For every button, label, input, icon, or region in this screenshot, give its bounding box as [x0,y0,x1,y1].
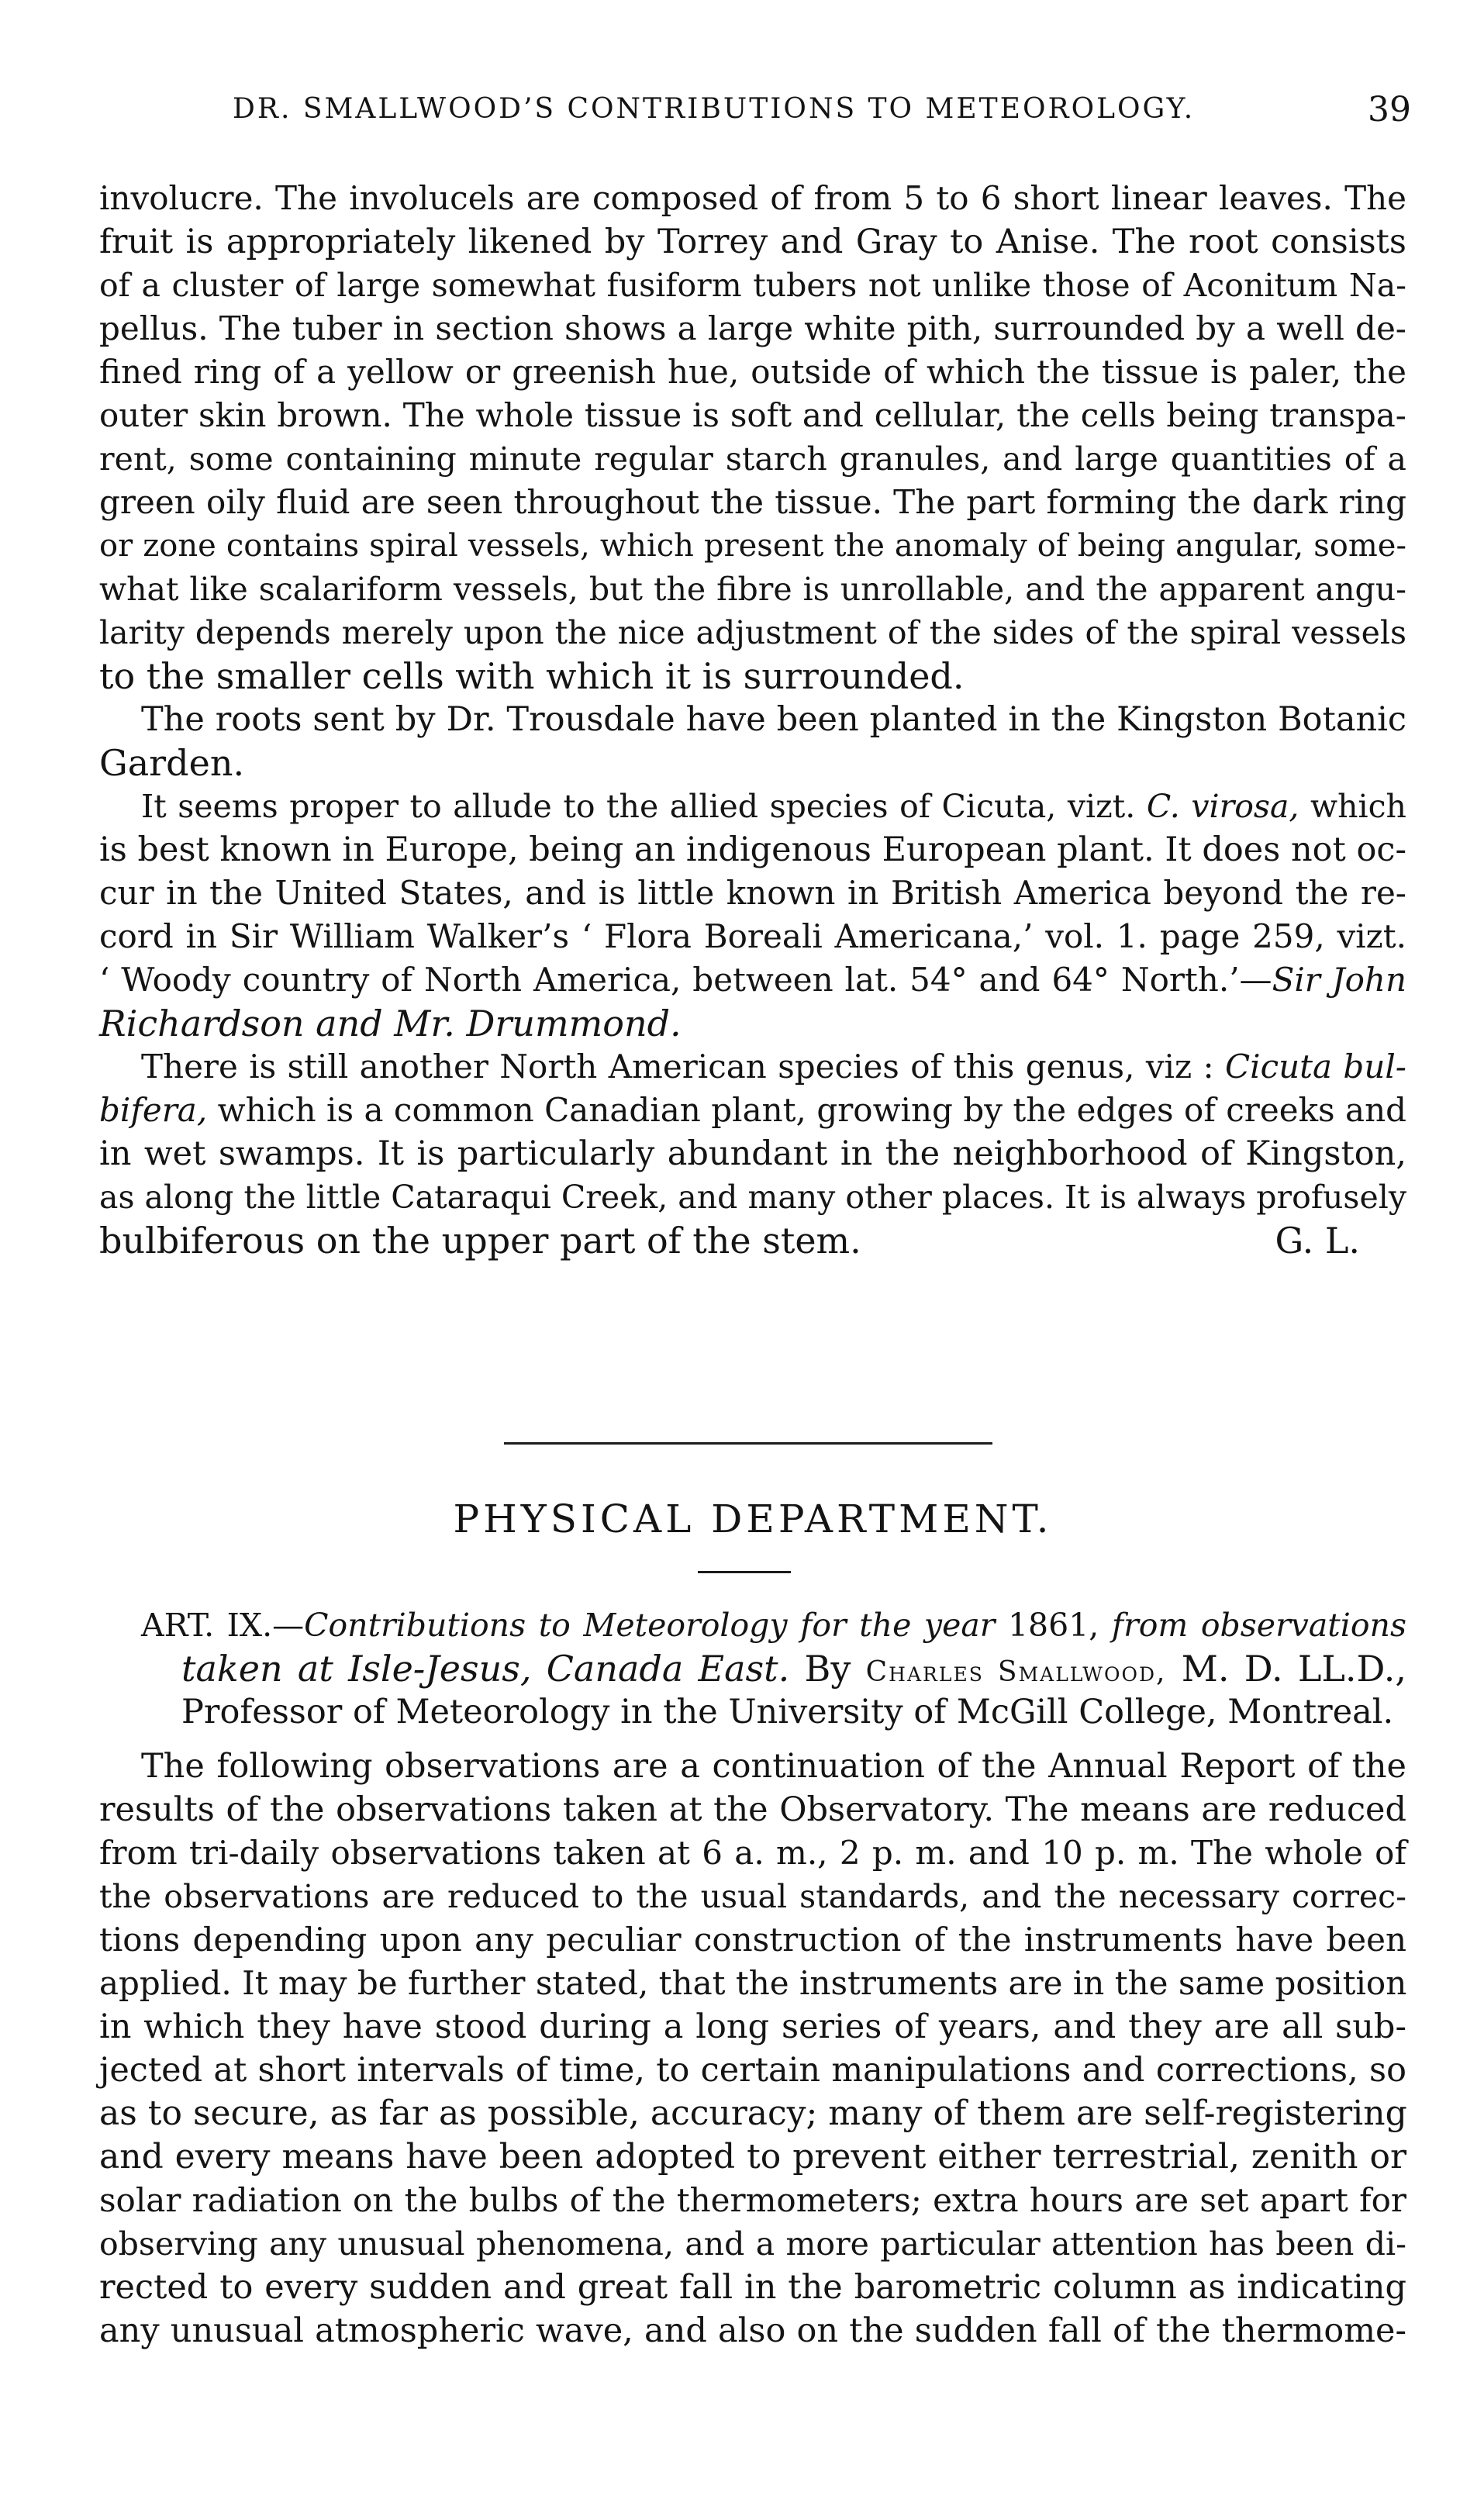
text-line: rected to every sudden and great fall in the barometric column as indicating [99,2268,1406,2307]
botany-paragraph-1 [99,177,1406,698]
article-title: from observations [1111,1607,1406,1644]
text-run: bulbiferous on the upper part of the stem. [99,1220,861,1262]
section-divider [504,1442,992,1445]
text-line: what like scalariform vessels, but the fibre is unrollable, and the apparent angu- [99,571,1406,608]
article-body [99,1745,1406,2353]
text-line: as to secure, as far as possible, accuracy; many of them are self-registering [99,2094,1407,2133]
text-line: fined ring of a yellow or greenish hue, outside of which the tissue is paler, the [99,353,1406,391]
article-heading [99,1603,1406,1734]
author-name: Charles Smallwood, [865,1656,1167,1688]
species-name: C. virosa, [1146,788,1299,825]
article-number: ART. IX.— [141,1607,305,1644]
author-degrees: M. D. LL.D., [1181,1648,1407,1690]
section-title: PHYSICAL DEPARTMENT. [453,1496,1053,1541]
text-line: larity depends merely upon the nice adjustment of the sides of the spiral vessels [99,614,1406,651]
text-line: pellus. The tuber in section shows a large white pith, surrounded by a well de- [99,309,1406,347]
text-line: solar radiation on the bulbs of the thermometers; extra hours are set apart for [99,2181,1406,2219]
text-line: applied. It may be further stated, that the instruments are in the same position [99,1964,1407,2002]
text-line: in which they have stood during a long series of years, and they are all sub- [99,2007,1406,2046]
text-line [99,1603,1406,1647]
text-run: which is a common Canadian plant, growing by the edges of creeks and [217,1091,1407,1129]
text-line: of a cluster of large somewhat fusiform tubers not unlike those of Aconitum Na- [99,267,1406,304]
text-line: rent, some containing minute regular starch granules, and large quantities of a [99,440,1406,478]
text-line: results of the observations taken at the Observatory. The means are reduced [99,1790,1406,1829]
page-number: 39 [1368,90,1411,129]
text-line [99,1089,1406,1132]
botany-paragraph-4 [99,1045,1406,1262]
species-name: bifera, [99,1091,208,1129]
text-line [99,1219,1406,1262]
species-name: Cicuta bul- [1225,1048,1406,1086]
text-run: ‘ Woody country of North America, between lat. 54° and 64° North.’— [99,961,1272,999]
text-line: Professor of Meteorology in the University of McGill College, Montreal. [181,1693,1394,1731]
text-run: By [804,1648,851,1690]
text-line: cur in the United States, and is little known in British America beyond the re- [99,874,1406,912]
text-line: jected at short intervals of time, to certain manipulations and corrections, so [99,2051,1406,2090]
text-line: in wet swamps. It is particularly abundant in the neighborhood of Kingston, [99,1134,1406,1173]
article-year: 1861, [1007,1607,1099,1644]
text-line: fruit is appropriately likened by Torrey and Gray to Anise. The root consists [99,223,1406,261]
text-line: as along the little Cataraqui Creek, and many other places. It is always profusely [99,1179,1406,1216]
text-line: Garden. [99,742,245,784]
text-line: The following observations are a continuation of the Annual Report of the [141,1747,1406,1786]
text-line: any unusual atmospheric wave, and also on the sudden fall of the thermome- [99,2311,1406,2350]
text-line: and every means have been adopted to prevent either terrestrial, zenith or [99,2137,1406,2177]
text-line [99,1045,1406,1089]
text-line: observing any unusual phenomena, and a more particular attention has been di- [99,2225,1406,2263]
text-run: It seems proper to allude to the allied species of Cicuta, vizt. [141,788,1136,825]
text-line: to the smaller cells with which it is surrounded. [99,655,965,697]
botany-paragraph-2 [99,698,1406,785]
text-line: green oily fluid are seen throughout the tissue. The part forming the dark ring [99,483,1406,521]
text-line [99,1647,1406,1690]
text-line: the observations are reduced to the usual standards, and the necessary correc- [99,1878,1406,1915]
article-title: Contributions to Meteorology for the year [304,1607,996,1644]
botany-paragraph-3 [99,785,1406,1045]
text-line: is best known in Europe, being an indigenous European plant. It does not oc- [99,830,1406,869]
citation-authors: Sir John [1272,961,1406,999]
running-head [233,90,1411,140]
article-title: taken at Isle-Jesus, Canada East. [181,1648,790,1690]
text-line: The roots sent by Dr. Trousdale have been planted in the Kingston Botanic [141,700,1406,739]
author-signature: G. L. [1275,1220,1360,1262]
text-line: tions depending upon any peculiar construction of the instruments have been [99,1921,1406,1959]
text-line [99,958,1406,1002]
text-line: from tri-daily observations taken at 6 a. m., 2 p. m. and 10 p. m. The whole of [99,1834,1406,1872]
title-rule [698,1571,791,1573]
text-run: There is still another North American species of this genus, viz : [141,1048,1214,1086]
text-line: cord in Sir William Walker’s ‘ Flora Boreali Americana,’ vol. 1. page 259, vizt. [99,917,1406,955]
text-line: involucre. The involucels are composed of from 5 to 6 short linear leaves. The [99,179,1406,217]
running-title: DR. SMALLWOOD’S CONTRIBUTIONS TO METEOROLOGY. [233,93,1196,125]
citation-authors: Richardson and Mr. Drummond. [99,1003,682,1044]
text-line [99,785,1406,828]
text-line: or zone contains spiral vessels, which present the anomaly of being angular, some- [99,528,1406,564]
text-line: outer skin brown. The whole tissue is soft and cellular, the cells being transpa- [99,396,1406,434]
text-run: which [1310,788,1406,825]
text-line [99,1002,1406,1045]
